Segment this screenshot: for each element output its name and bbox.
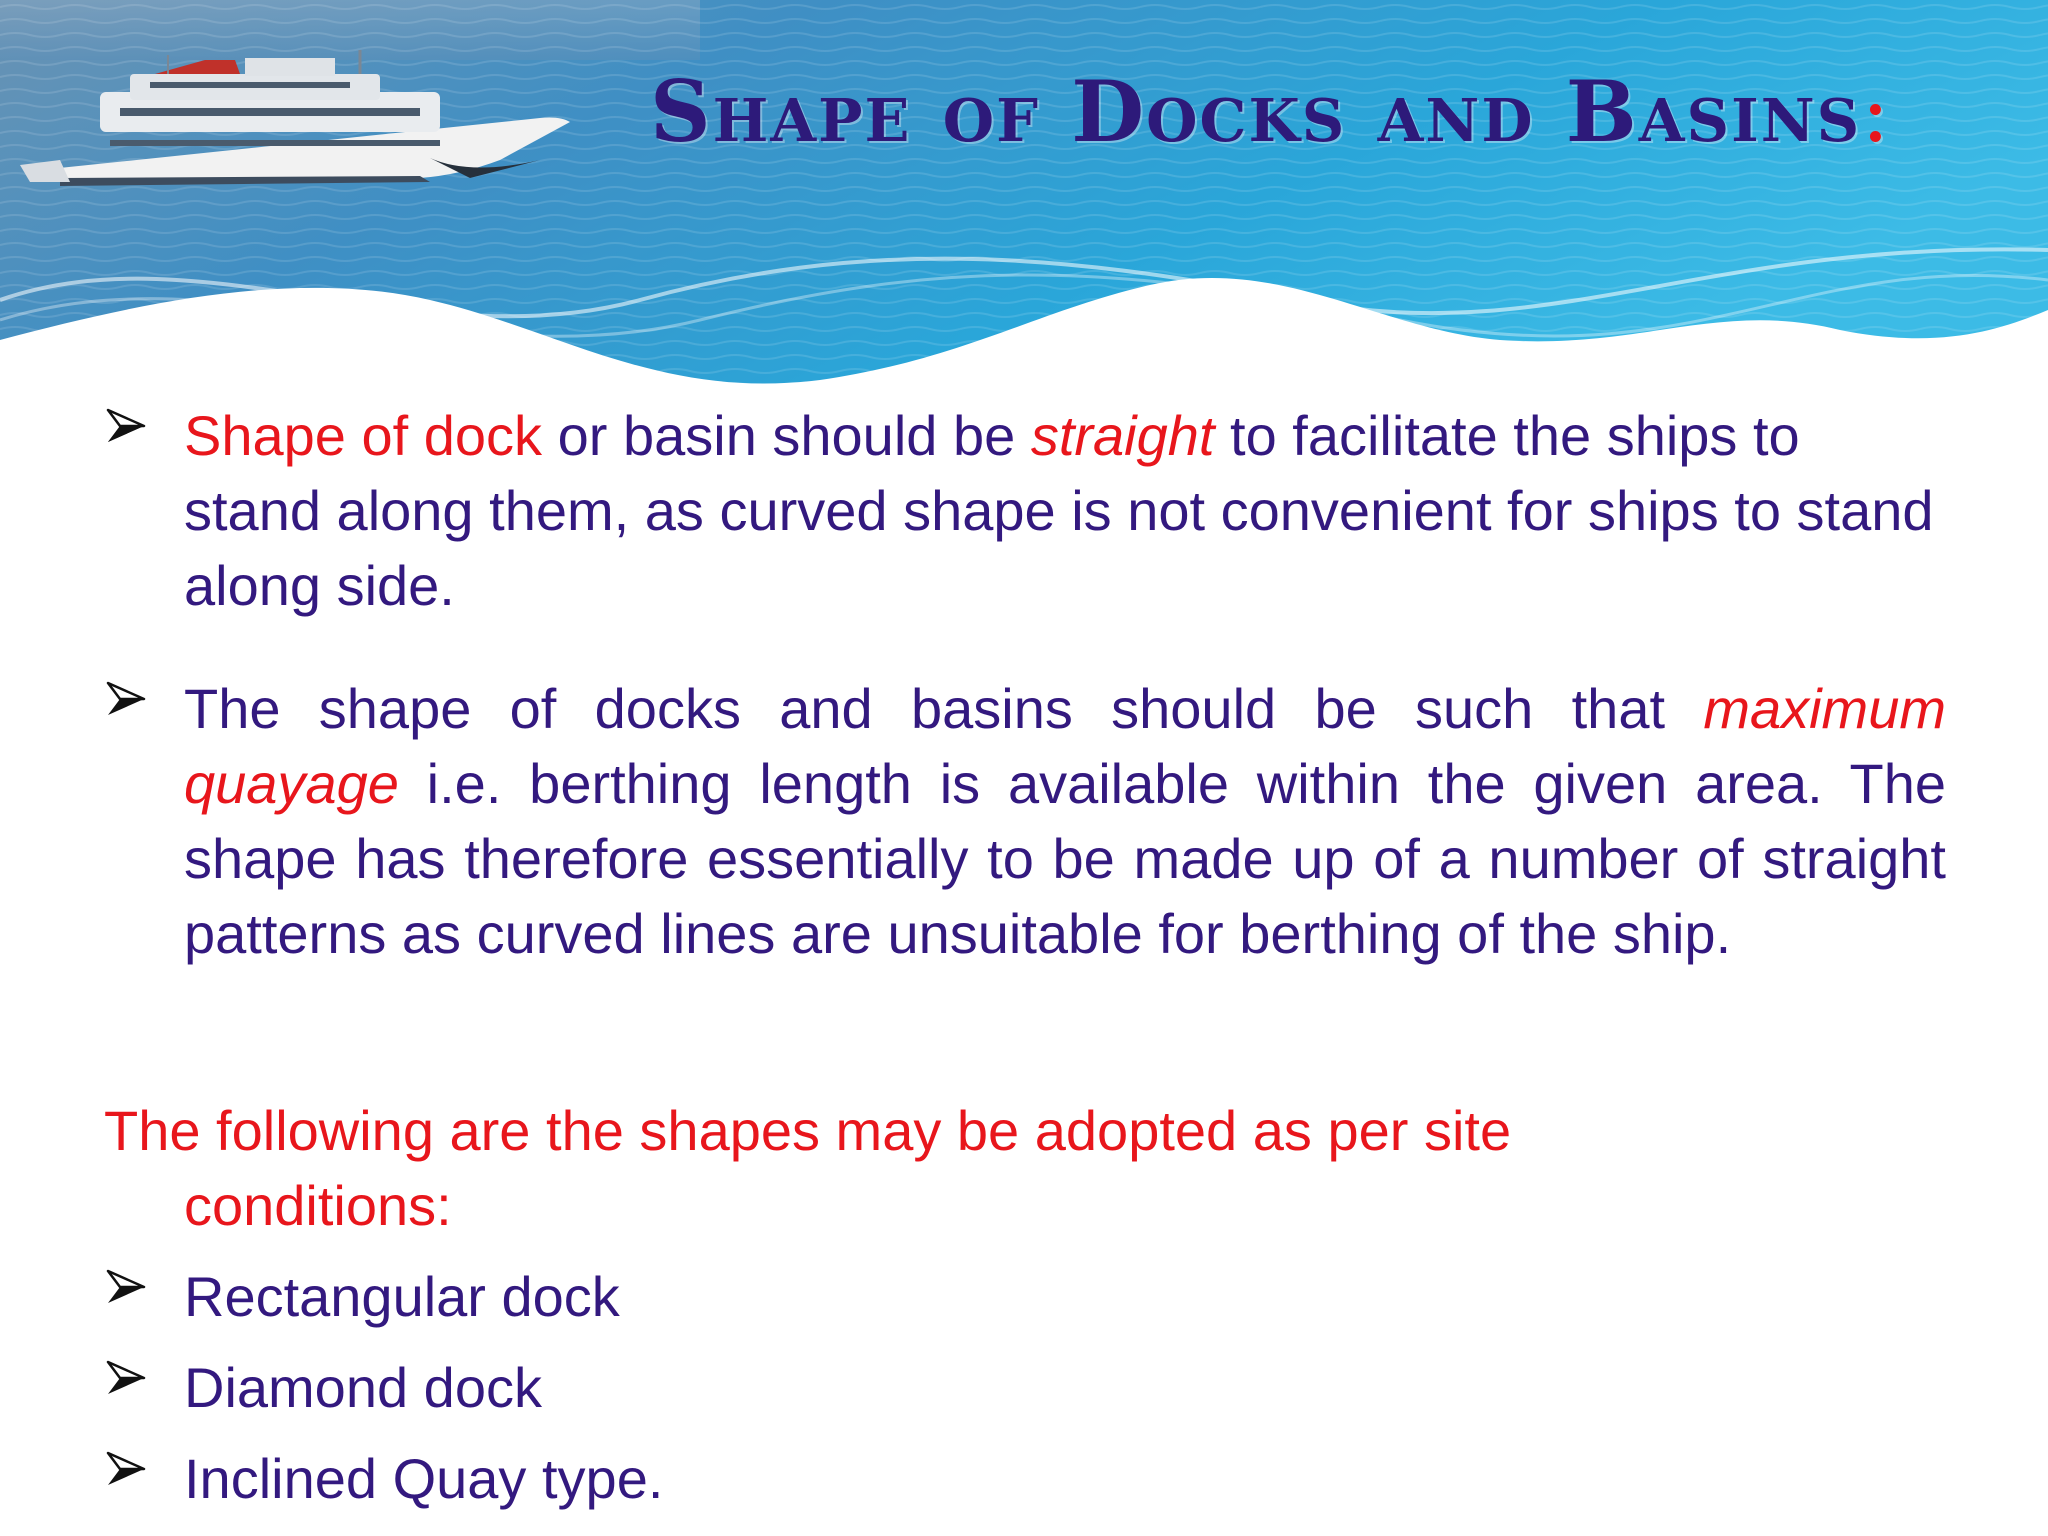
shape-list-item: Inclined Quay type. — [184, 1441, 1946, 1516]
arrowhead-bullet-icon — [106, 1267, 146, 1307]
shapes-intro: The following are the shapes may be adopted as per site conditions: — [104, 1099, 1512, 1237]
arrowhead-bullet-icon — [106, 679, 146, 719]
slide-title: Shape of Docks and Basins: — [650, 62, 1892, 161]
arrowhead-bullet-icon — [106, 1358, 146, 1398]
header-banner — [0, 0, 2048, 400]
sea-background — [0, 0, 2048, 400]
shape-list-item: Diamond dock — [184, 1350, 1946, 1425]
bullet-point: Shape of dock or basin should be straight to facilitate the ships to stand along them, as curved shape is not convenient for ships to stand along side. — [184, 398, 1946, 623]
bullet-emphasis: maximum quayage — [184, 677, 1946, 815]
bullet-emphasis: straight — [1030, 404, 1215, 467]
bullet-point: The shape of docks and basins should be such that maximum quayage i.e. berthing length is available within the given area. The shape has therefore essentially to be made up of a number of straight patterns as curved lines are unsuitable for berthing of the ship. — [184, 671, 1946, 971]
arrowhead-bullet-icon — [106, 406, 146, 446]
title-colon: : — [1861, 63, 1892, 161]
shape-list-item: Rectangular dock — [184, 1259, 1946, 1334]
bullet-highlight: Shape of dock — [184, 404, 543, 467]
arrowhead-bullet-icon — [106, 1449, 146, 1489]
